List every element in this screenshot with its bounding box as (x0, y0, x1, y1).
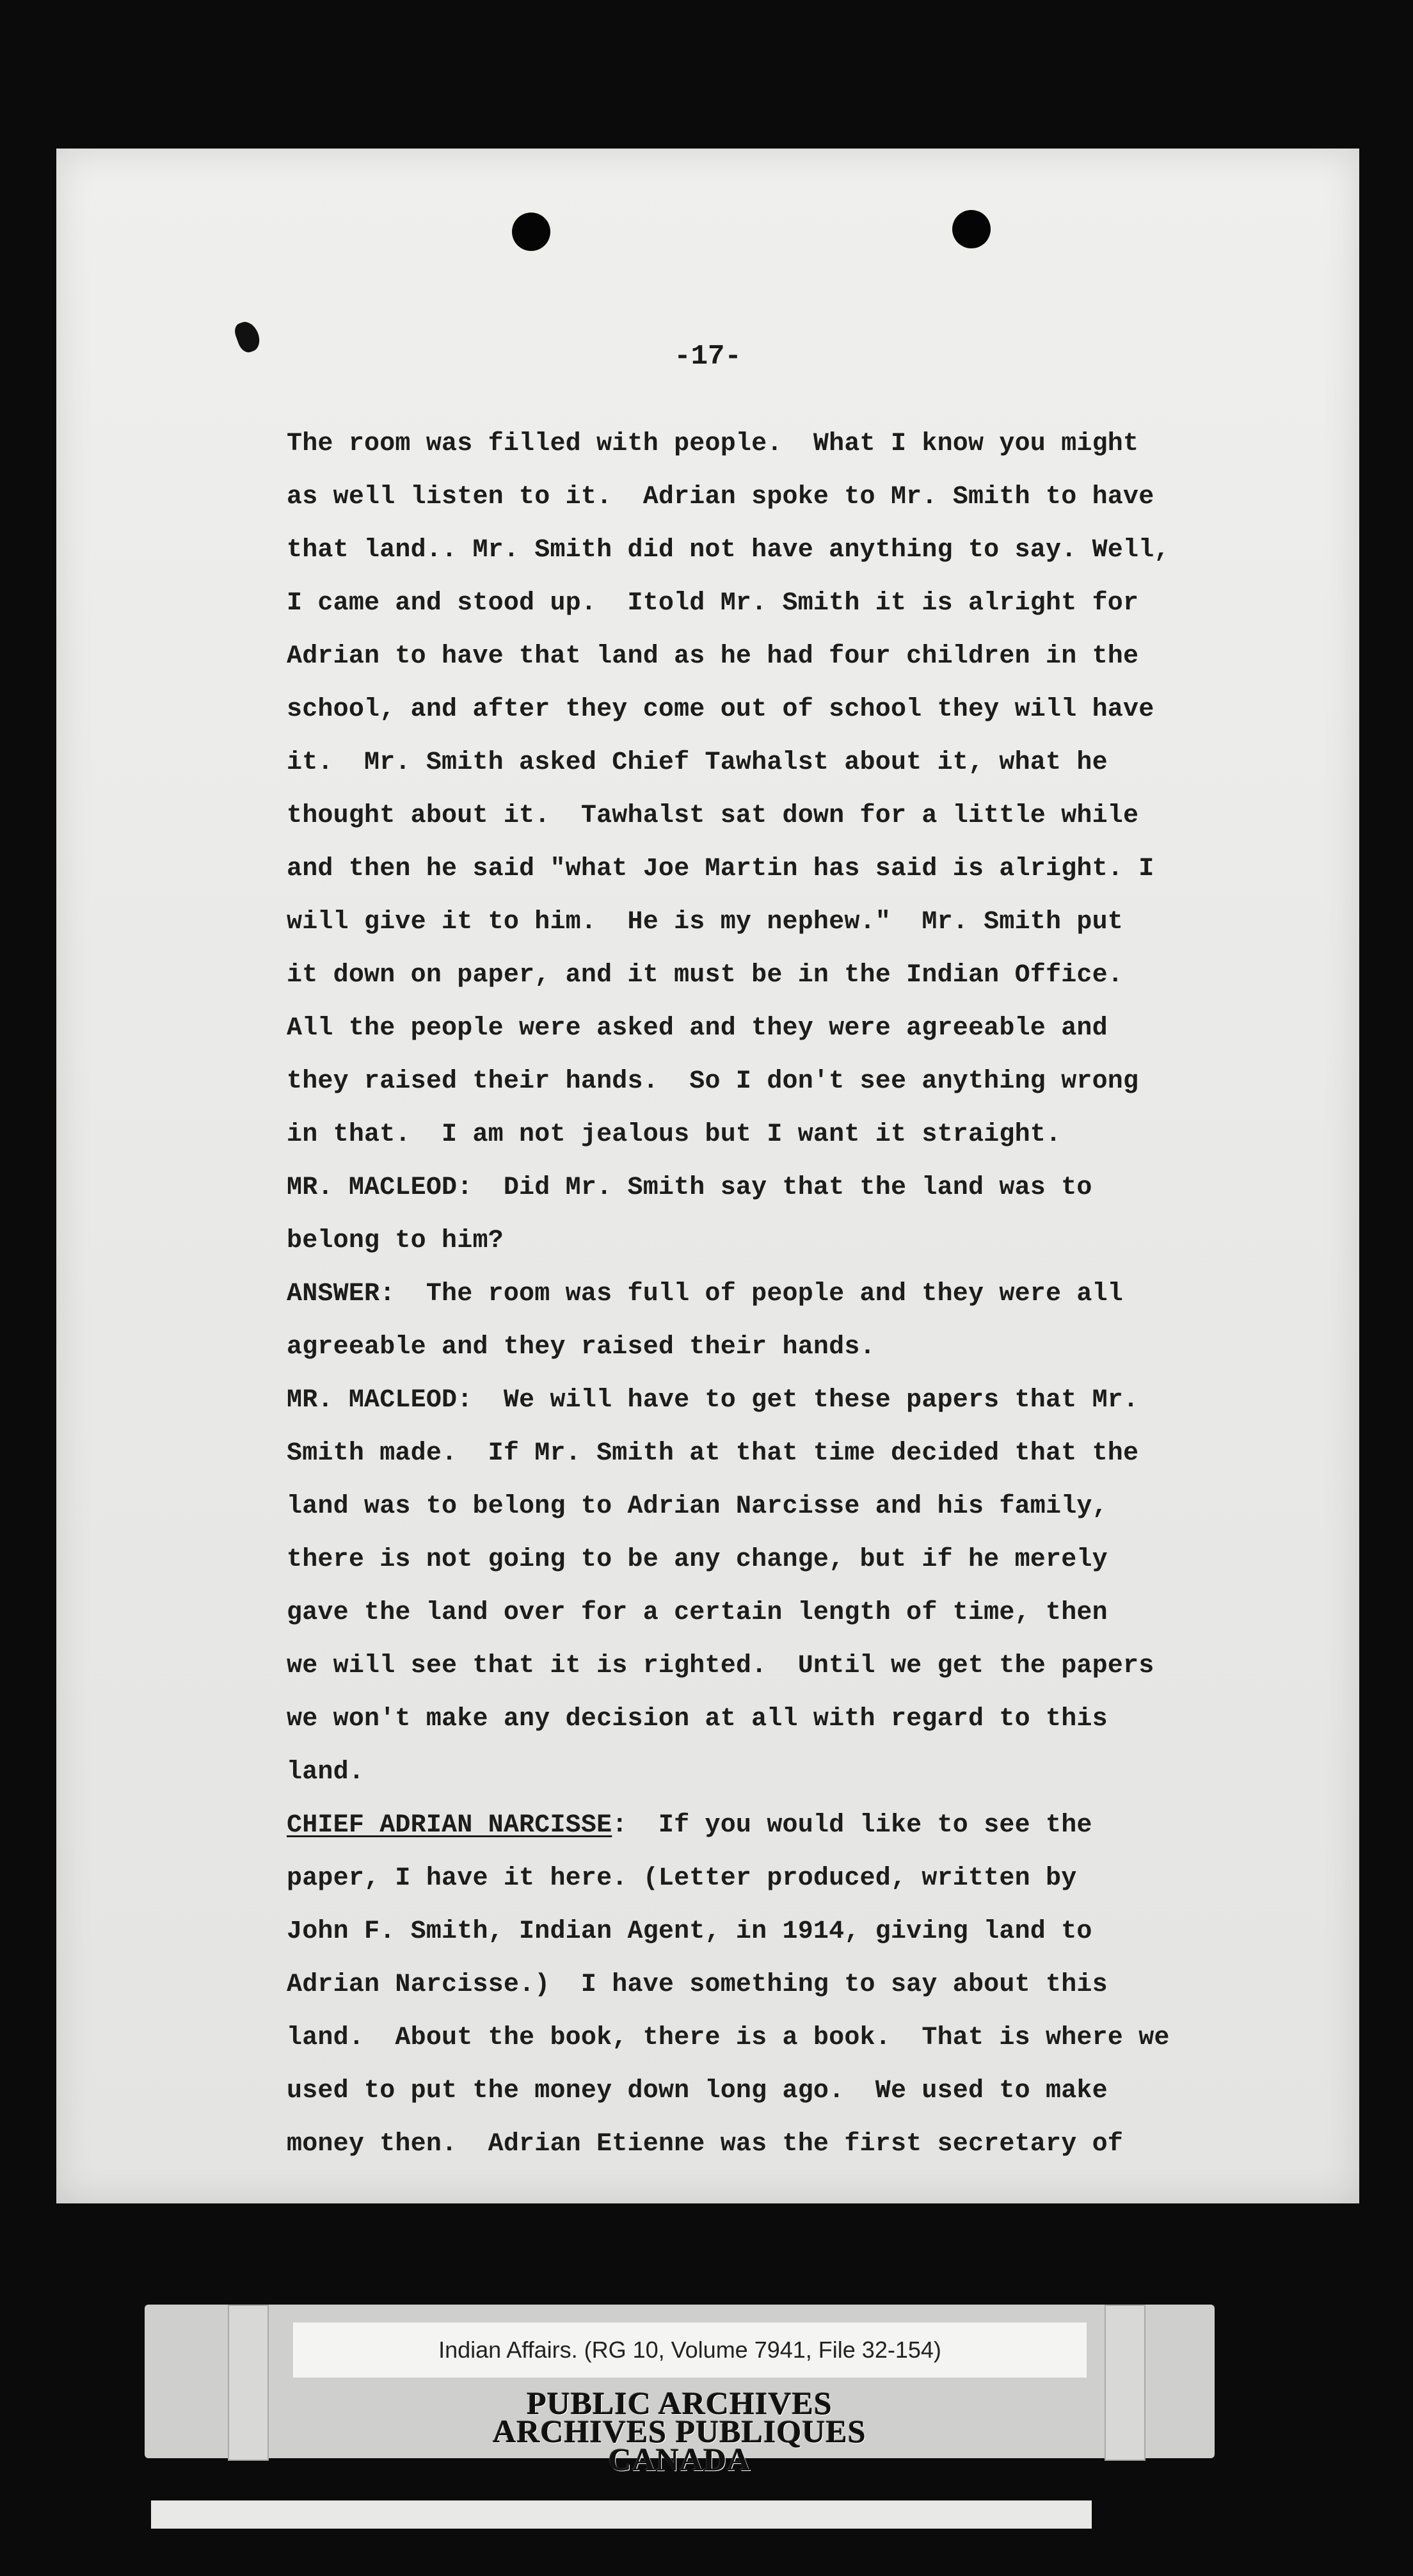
text-line: as well listen to it. Adrian spoke to Mr. Smith to have (287, 483, 1154, 511)
page-number: -17- (674, 341, 742, 373)
text-line: it. Mr. Smith asked Chief Tawhalst about it, what he (287, 748, 1108, 777)
stamp-line-english: PUBLIC ARCHIVES (527, 2385, 833, 2421)
text-line: will give it to him. He is my nephew." Mr. Smith put (287, 908, 1124, 937)
speaker-name: CHIEF ADRIAN NARCISSE (287, 1811, 612, 1840)
text-line: ANSWER: The room was full of people and they were all (287, 1280, 1124, 1308)
text-line: land was to belong to Adrian Narcisse and his family, (287, 1492, 1108, 1521)
archive-label (145, 2305, 1215, 2516)
text-line: belong to him? (287, 1227, 504, 1255)
bottom-strip (151, 2500, 1092, 2529)
text-line: land. About the book, there is a book. That is where we (287, 2024, 1170, 2052)
stamp-line-country: CANADA (608, 2442, 751, 2477)
archive-reference: Indian Affairs. (RG 10, Volume 7941, File 32-154) (293, 2322, 1087, 2378)
text-line: thought about it. Tawhalst sat down for a little while (287, 801, 1139, 830)
typed-text-body (287, 417, 1362, 2171)
text-line: used to put the money down long ago. We used to make (287, 2077, 1108, 2105)
text-line: that land.. Mr. Smith did not have anything to say. Well, (287, 536, 1170, 565)
text-line: MR. MACLEOD: Did Mr. Smith say that the land was to (287, 1173, 1092, 1202)
text-line: there is not going to be any change, but if he merely (287, 1545, 1108, 1574)
typed-page (56, 149, 1359, 2203)
text-line: they raised their hands. So I don't see anything wrong (287, 1067, 1139, 1096)
punch-hole-left (512, 213, 550, 251)
speaker-line-text: : If you would like to see the (612, 1811, 1092, 1840)
text-line: we won't make any decision at all with regard to this (287, 1705, 1108, 1734)
text-line: Adrian Narcisse.) I have something to say about this (287, 1970, 1108, 1999)
speaker-line (287, 1799, 1362, 1852)
text-line: agreeable and they raised their hands. (287, 1333, 875, 1362)
text-line: and then he said "what Joe Martin has said is alright. I (287, 855, 1154, 883)
text-line: All the people were asked and they were agreeable and (287, 1014, 1108, 1043)
archive-stamp (145, 2385, 1215, 2477)
text-line: Smith made. If Mr. Smith at that time decided that the (287, 1439, 1139, 1468)
text-line: John F. Smith, Indian Agent, in 1914, giving land to (287, 1917, 1092, 1946)
text-line: we will see that it is righted. Until we get the papers (287, 1652, 1154, 1680)
text-line: Adrian to have that land as he had four children in the (287, 642, 1139, 671)
text-line: gave the land over for a certain length of time, then (287, 1598, 1108, 1627)
text-line: it down on paper, and it must be in the Indian Office. (287, 961, 1124, 990)
text-line: I came and stood up. Itold Mr. Smith it is alright for (287, 589, 1139, 618)
text-line: money then. Adrian Etienne was the first secretary of (287, 2130, 1124, 2159)
text-line: school, and after they come out of school they will have (287, 695, 1154, 724)
text-line: The room was filled with people. What I know you might (287, 430, 1139, 458)
text-line: paper, I have it here. (Letter produced, written by (287, 1864, 1077, 1893)
text-line: in that. I am not jealous but I want it straight. (287, 1120, 1062, 1149)
stamp-line-french: ARCHIVES PUBLIQUES (493, 2413, 866, 2449)
text-line: MR. MACLEOD: We will have to get these papers that Mr. (287, 1386, 1139, 1415)
punch-hole-right (952, 210, 991, 248)
text-line: land. (287, 1758, 365, 1787)
